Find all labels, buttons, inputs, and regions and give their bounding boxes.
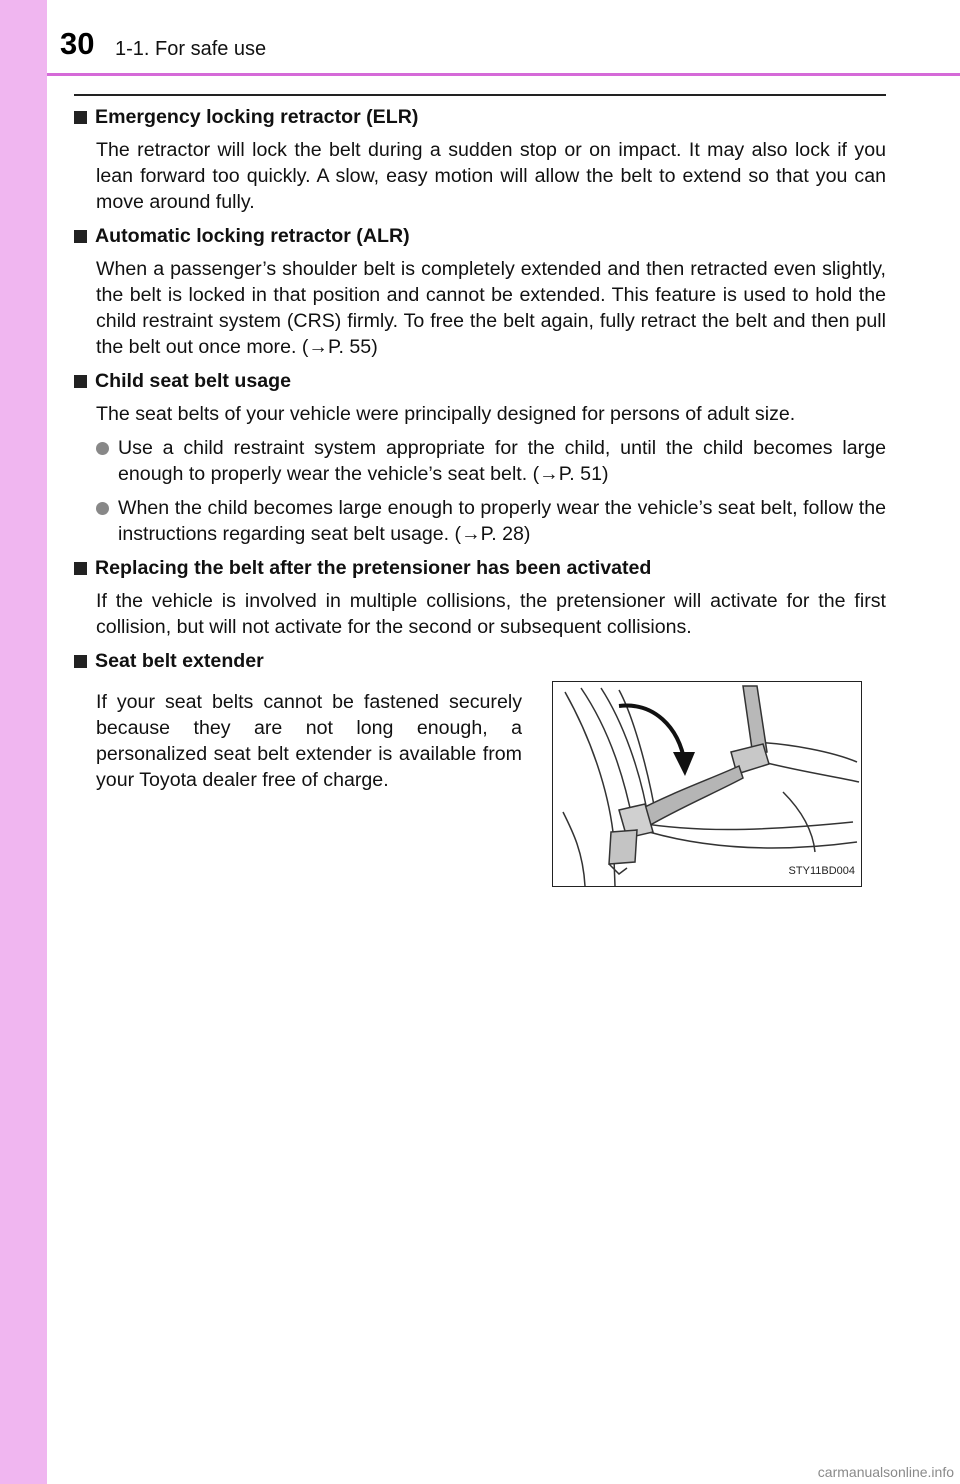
page-content [74, 104, 886, 887]
watermark: carmanualsonline.info [817, 1464, 954, 1480]
heading-text: Child seat belt usage [95, 370, 291, 392]
section-paragraph: When a passenger’s shoulder belt is completely extended and then retracted even slightly, the belt is locked in that position and cannot be extended. This feature is used to hold the child restraint system (CRS) firmly. To free the belt again, fully retract the belt and then pull the belt out once more. (→P. 55) [96, 258, 886, 358]
square-bullet-icon [74, 230, 87, 243]
circle-bullet-icon [96, 442, 109, 455]
seat-belt-extender-illustration [552, 681, 862, 887]
section-paragraph: If the vehicle is involved in multiple collisions, the pretensioner will activate for the first collision, but will not activate for the second or subsequent collisions. [96, 590, 886, 638]
section-paragraph: The seat belts of your vehicle were principally designed for persons of adult size. [96, 403, 796, 425]
square-bullet-icon [74, 375, 87, 388]
seat-illustration-svg [553, 682, 861, 886]
square-bullet-icon [74, 562, 87, 575]
page-number: 30 [60, 26, 95, 61]
bullet-item [96, 435, 886, 487]
section-paragraph: The retractor will lock the belt during a sudden stop or on impact. It may also lock if you lean forward too quickly. A slow, easy motion will allow the belt to extend so that you can move around fully. [96, 139, 886, 213]
circle-bullet-icon [96, 502, 109, 515]
figure-caption: STY11BD004 [788, 865, 855, 877]
section-heading [74, 368, 886, 394]
heading-text: Seat belt extender [95, 650, 264, 672]
heading-text: Emergency locking retractor (ELR) [95, 106, 419, 128]
square-bullet-icon [74, 655, 87, 668]
bullet-text: When the child becomes large enough to properly wear the vehicle’s seat belt, follow the instructions regarding seat belt usage. (→P. 28) [118, 497, 886, 545]
section-heading [74, 555, 886, 581]
header-divider [47, 73, 960, 76]
section-heading [74, 104, 886, 130]
heading-text: Automatic locking retractor (ALR) [95, 225, 410, 247]
bullet-item [96, 495, 886, 547]
square-bullet-icon [74, 111, 87, 124]
heading-text: Replacing the belt after the pretensioner has been activated [95, 557, 652, 579]
extender-row [96, 681, 886, 887]
content-rule [74, 94, 886, 96]
side-color-bar [0, 0, 47, 1484]
section-title: 1-1. For safe use [115, 38, 267, 60]
section-paragraph: If your seat belts cannot be fastened securely because they are not long enough, a personalized seat belt extender is available from your Toyota dealer free of charge. [96, 691, 522, 791]
bullet-text: Use a child restraint system appropriate for the child, until the child becomes large enough to properly wear the vehicle’s seat belt. (→P. 51) [118, 437, 886, 485]
section-heading [74, 648, 886, 674]
section-heading [74, 223, 886, 249]
